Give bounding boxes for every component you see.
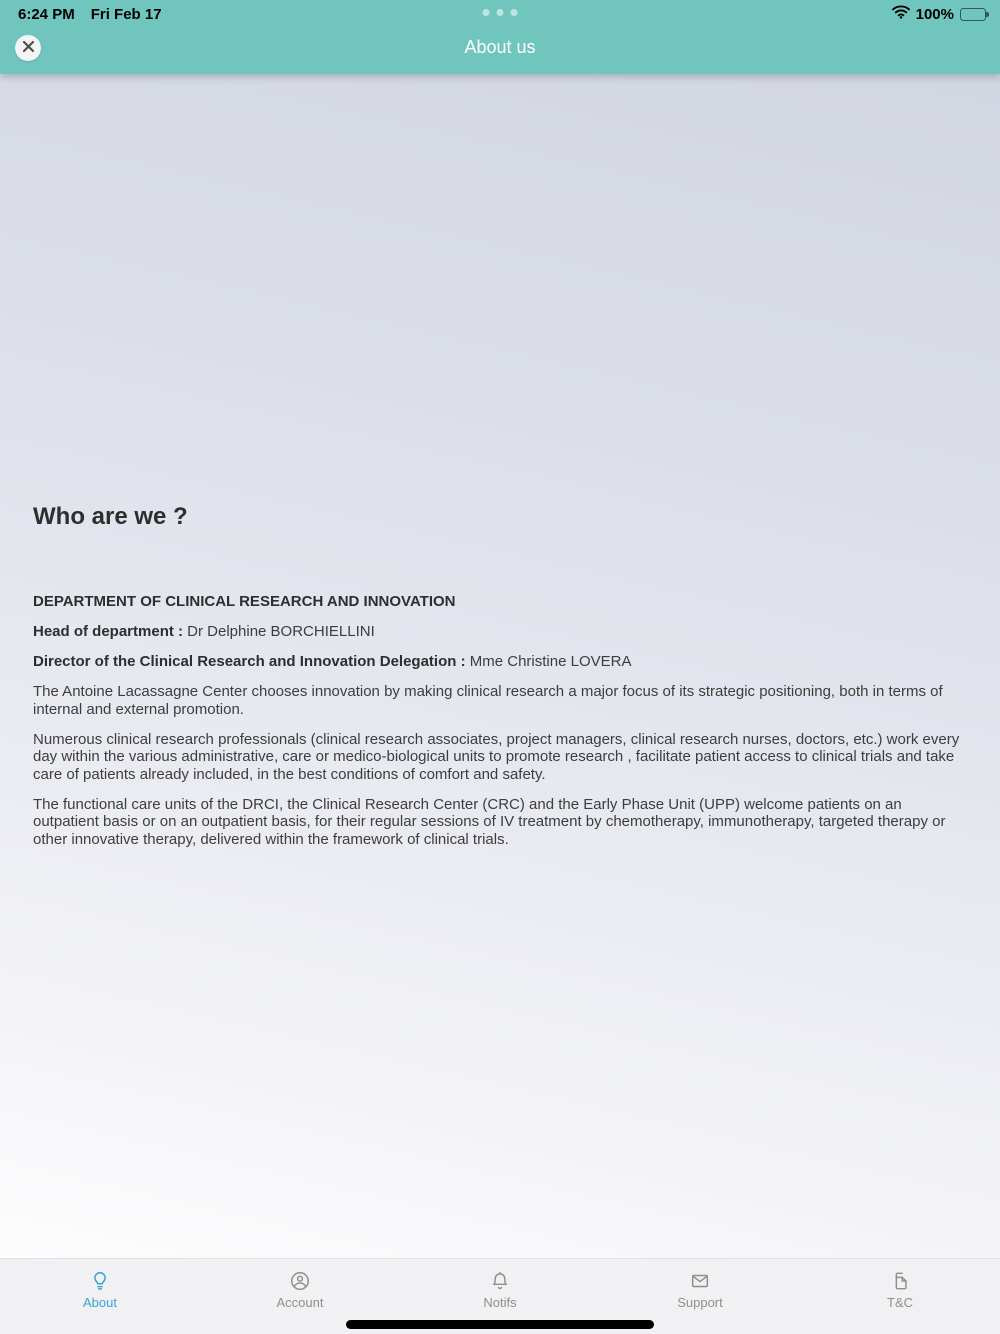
department-title: DEPARTMENT OF CLINICAL RESEARCH AND INNOVATION <box>33 593 456 610</box>
head-of-department: Head of department : Dr Delphine BORCHIELLINI <box>33 623 375 640</box>
battery-icon <box>960 8 986 21</box>
documents-icon <box>889 1270 911 1292</box>
tab-about[interactable] <box>0 1259 200 1334</box>
paragraph: The Antoine Lacassagne Center chooses innovation by making clinical research a major focus of its strategic positioning, both in terms of internal and external promotion. <box>33 683 943 718</box>
tab-label: Account <box>276 1295 324 1310</box>
lightbulb-icon <box>89 1270 111 1292</box>
about-content <box>0 74 1000 1258</box>
tab-label: Support <box>677 1295 723 1310</box>
section-heading: Who are we ? <box>33 503 188 530</box>
paragraph: Numerous clinical research professionals (clinical research associates, project managers, clinical research nurses, doctors, etc.) work every day within the various administrative, care or medico-biological units to promote research , facilitate patient access to clinical trials and take care of patients already included, in the best conditions of comfort and safety. <box>33 730 960 783</box>
close-button[interactable] <box>15 35 41 61</box>
account-icon <box>289 1270 311 1292</box>
app-header <box>0 0 1000 74</box>
battery-percent: 100% <box>915 5 954 23</box>
close-icon <box>22 40 35 56</box>
tab-label: T&C <box>887 1295 913 1310</box>
paragraph: The functional care units of the DRCI, the Clinical Research Center (CRC) and the Early Phase Unit (UPP) welcome patients on an outpatient basis or on an outpatient basis, for their regular sessions of IV treatment by chemotherapy, immunotherapy, targeted therapy or other innovative therapy, delivered within the framework of clinical trials. <box>33 795 946 848</box>
bell-icon <box>489 1270 511 1292</box>
status-time: 6:24 PM <box>18 5 75 23</box>
home-indicator[interactable] <box>346 1320 654 1329</box>
tab-label: Notifs <box>483 1295 517 1310</box>
wifi-icon <box>892 5 910 23</box>
director-line: Director of the Clinical Research and Innovation Delegation : Mme Christine LOVERA <box>33 653 632 670</box>
status-date: Fri Feb 17 <box>90 5 162 23</box>
department-info <box>33 593 967 848</box>
tab-tc[interactable] <box>800 1259 1000 1334</box>
tab-label: About <box>83 1295 117 1310</box>
envelope-icon <box>689 1270 711 1292</box>
page-title: About us <box>464 37 536 57</box>
multitask-dots-icon <box>483 9 518 16</box>
